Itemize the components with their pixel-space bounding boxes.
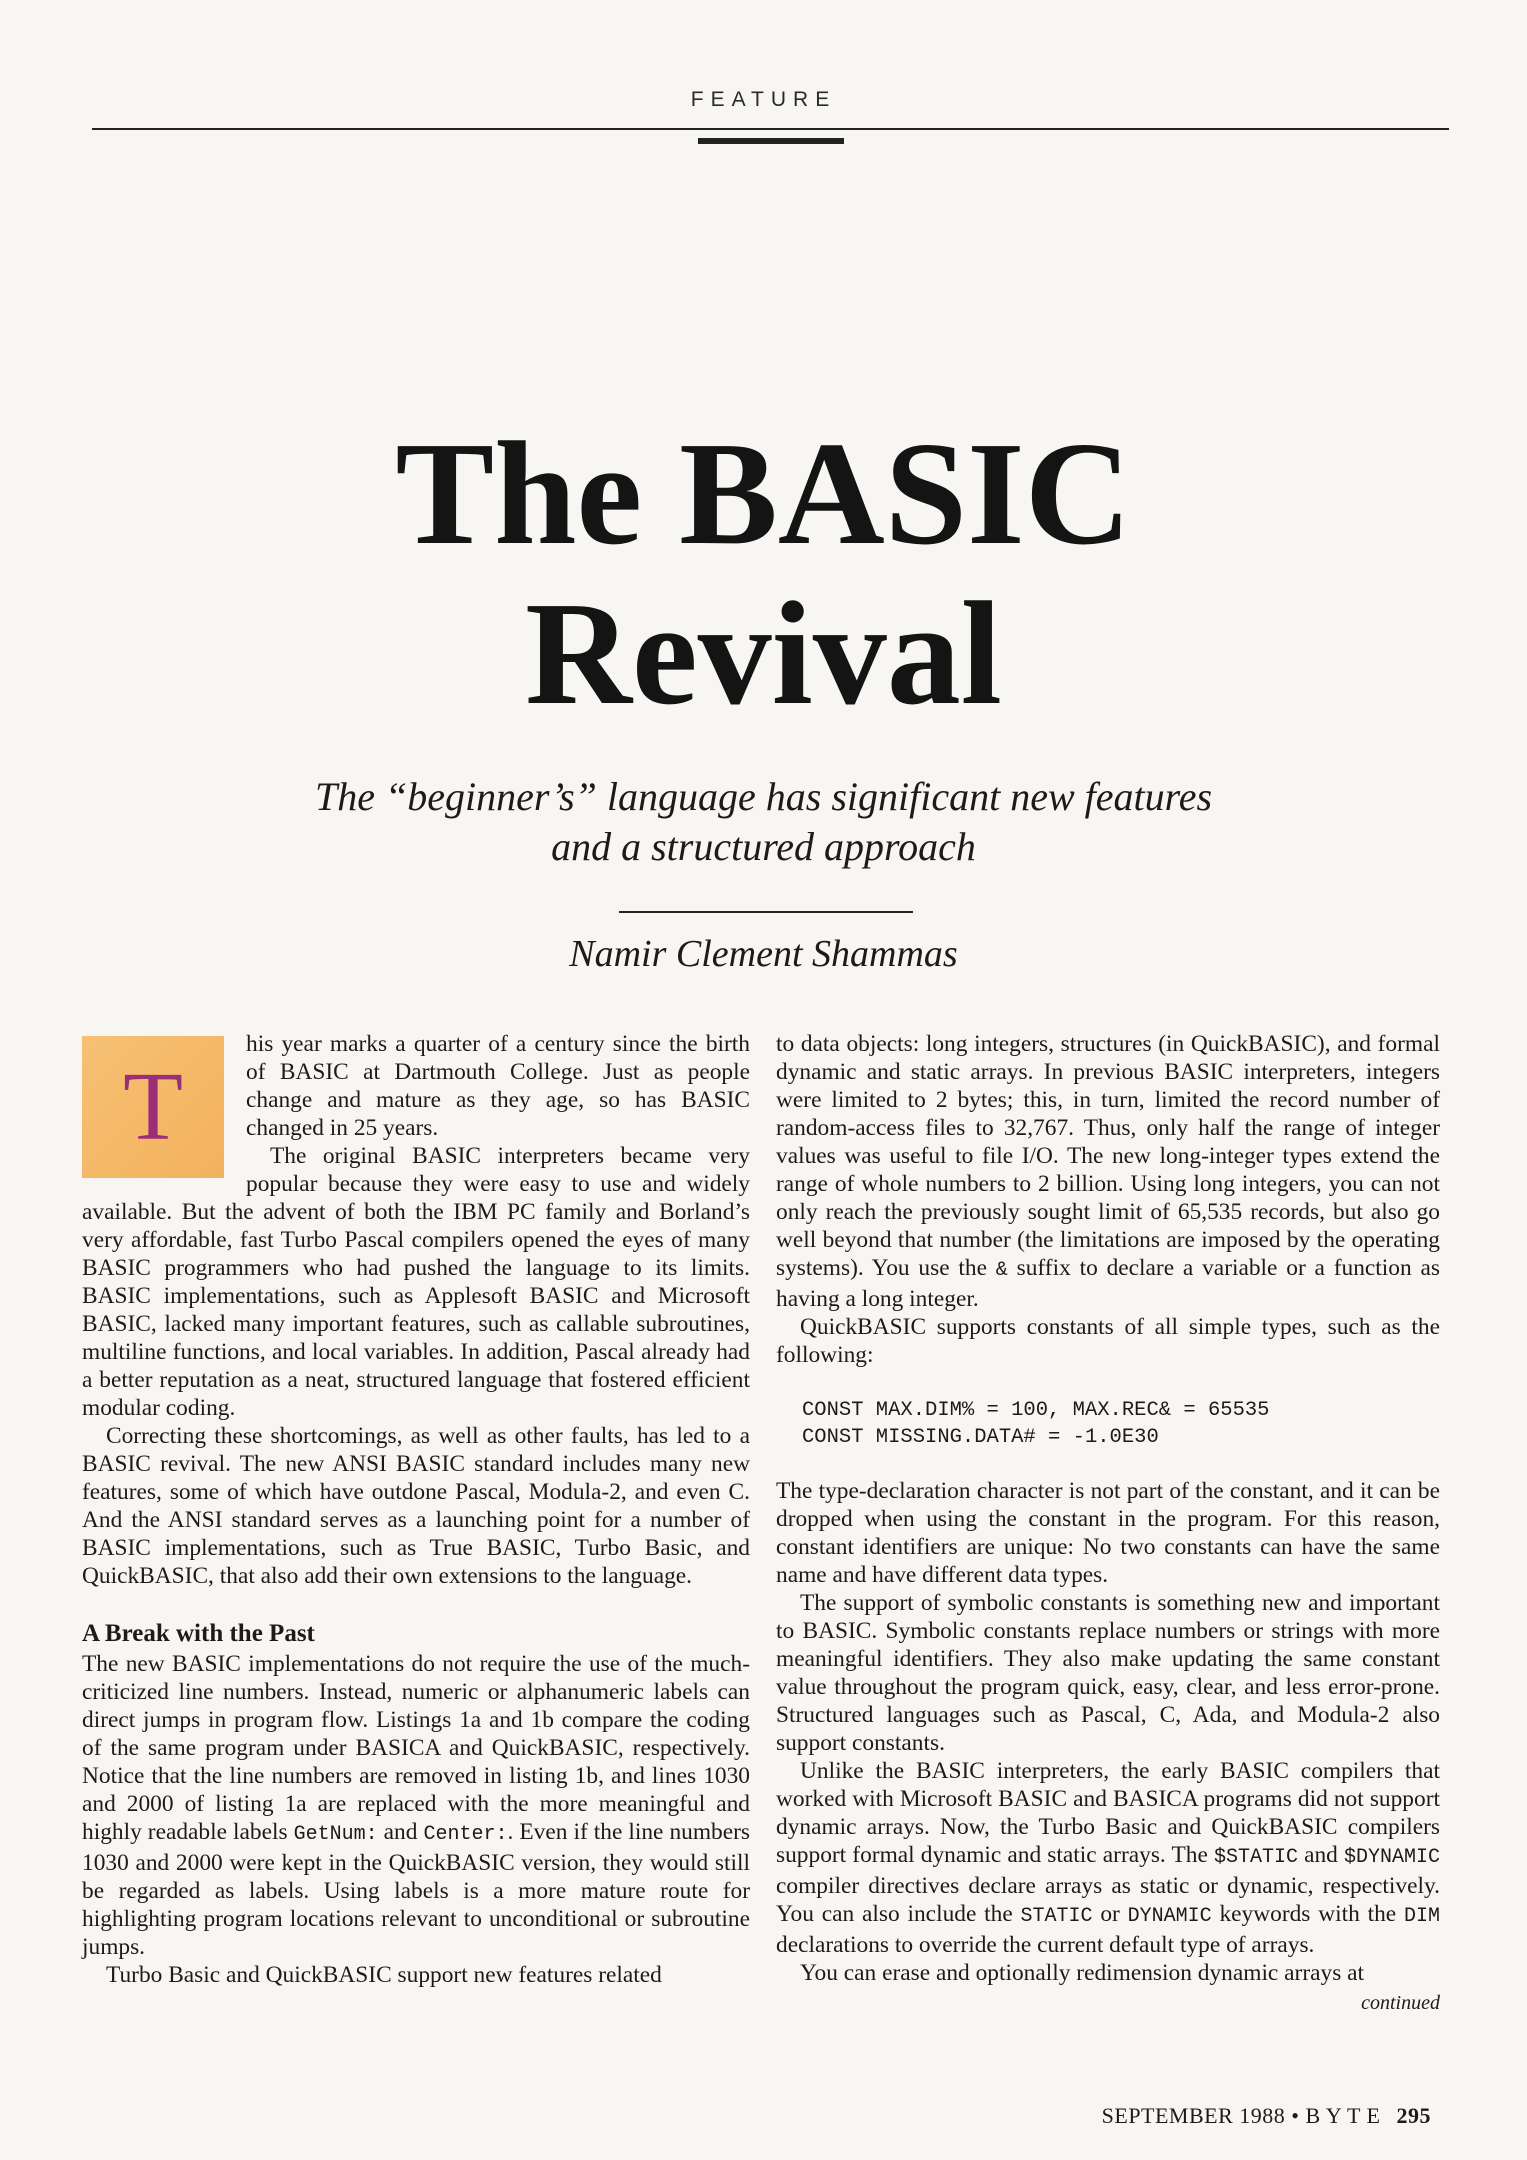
paragraph: The support of symbolic constants is something new and important to BASIC. Symbolic constants replace numbers or strings with more meaningful identifiers. They also make updating the same constant value throughout the program quick, easy, clear, and less error-prone. Structured languages such as Pascal, C, Ada, and Modula-2 also support constants. bbox=[776, 1590, 1440, 1756]
inline-code: DIM bbox=[1403, 1905, 1440, 1928]
paragraph bbox=[776, 1030, 1440, 1313]
inline-code: Center: bbox=[423, 1823, 508, 1846]
text-run: and bbox=[377, 1819, 424, 1845]
inline-code: $STATIC bbox=[1213, 1846, 1298, 1869]
subtitle-line-2: and a structured approach bbox=[551, 824, 976, 869]
header-rule bbox=[92, 128, 1449, 130]
text-run: . Even if the line numbers 1030 and 2000 were kept in the QuickBASIC version, they would still be regarded as labels. Using labels is a more mature route for highlighting program locations relevant to unconditional or subroutine jumps. bbox=[82, 1819, 751, 1960]
code-line: CONST MAX.DIM% = 100, MAX.REC& = 65535 bbox=[802, 1399, 1270, 1422]
text-run: keywords with the bbox=[1211, 1901, 1404, 1927]
inline-code: GetNum: bbox=[293, 1823, 378, 1846]
subtitle-line-1: The “beginner’s” language has significant new features bbox=[314, 774, 1213, 819]
code-listing bbox=[802, 1397, 1440, 1451]
inline-code: DYNAMIC bbox=[1127, 1905, 1212, 1928]
page-footer bbox=[1102, 2103, 1431, 2129]
text-run: Unlike the BASIC interpreters, the early BASIC compilers that worked with Microsoft BASIC and BASICA programs did not support dynamic arrays. Now, the Turbo Basic and QuickBASIC compilers support formal dynamic and static arrays. The bbox=[776, 1758, 1440, 1868]
paragraph: his year marks a quarter of a century since the birth of BASIC at Dartmouth College. Just as people change and mature as they age, so has BASIC changed in 25 years. bbox=[246, 1031, 750, 1141]
byline: Namir Clement Shammas bbox=[569, 933, 958, 975]
paragraph bbox=[776, 1757, 1440, 1959]
continued-note: continued bbox=[1361, 1992, 1440, 2014]
text-run: compiler directives declare arrays as static or dynamic, respectively. You can also include the bbox=[776, 1873, 1440, 1927]
paragraph: The type-declaration character is not part of the constant, and it can be dropped when using the constant in the program. For this reason, constant identifiers are unique: No two constants can have the same name and have different data types. bbox=[776, 1478, 1440, 1588]
right-column bbox=[776, 1030, 1440, 2017]
paragraph: You can erase and optionally redimension dynamic arrays at bbox=[800, 1960, 1365, 1986]
byline-rule bbox=[619, 911, 913, 913]
paragraph: Correcting these shortcomings, as well as other faults, has led to a BASIC revival. The new ANSI BASIC standard includes many new features, some of which have outdone Pascal, Modula-2, and even C. And the ANSI standard serves as a launching point for a number of BASIC implementations, such as True BASIC, Turbo Basic, and QuickBASIC, that also add their own extensions to the language. bbox=[82, 1423, 750, 1589]
paragraph: Turbo Basic and QuickBASIC support new features related bbox=[106, 1962, 662, 1988]
header-accent-bar bbox=[698, 138, 844, 144]
drop-cap bbox=[82, 1036, 224, 1178]
section-label: FEATURE bbox=[690, 88, 837, 111]
issue-line: SEPTEMBER 1988 • B Y T E bbox=[1101, 2103, 1381, 2128]
left-column bbox=[82, 1030, 750, 1989]
inline-code: & bbox=[995, 1259, 1008, 1282]
drop-cap-letter: T bbox=[123, 1053, 183, 1161]
paragraph bbox=[82, 1650, 750, 1961]
text-run: or bbox=[1092, 1901, 1128, 1927]
article-title-line-1: The BASIC bbox=[395, 412, 1132, 576]
text-run: to data objects: long integers, structures (in QuickBASIC), and formal dynamic and static arrays. In previous BASIC interpreters, integers were limited to 2 bytes; this, in turn, limited the record number of random-access files to 32,767. Thus, only half the range of integer values was useful to file I/O. The new long-integer types extend the range of whole numbers to 2 billion. Using long integers, you can not only reach the previously sought limit of 65,535 records, but also go well beyond that number (the limitations are imposed by the operating systems). You use the bbox=[776, 1031, 1440, 1281]
code-line: CONST MISSING.DATA# = -1.0E30 bbox=[802, 1426, 1159, 1449]
paragraph: The original BASIC interpreters became very popular because they were easy to use and widely available. But the advent of both the IBM PC family and Borland’s very affordable, fast Turbo Pascal compilers opened the eyes of many BASIC programmers who had pushed the language to its limits. BASIC implementations, such as Applesoft BASIC and Microsoft BASIC, lacked many important features, such as callable subroutines, multiline functions, and local variables. In addition, Pascal already had a better reputation as a neat, structured language that fostered efficient modular coding. bbox=[82, 1143, 750, 1421]
text-run: The new BASIC implementations do not require the use of the much-criticized line numbers. Instead, numeric or alphanumeric labels can direct jumps in program flow. Listings 1a and 1b compare the coding of the same program under BASICA and QuickBASIC, respectively. Notice that the line numbers are removed in listing 1b, and lines 1030 and 2000 of listing 1a are replaced with the more meaningful and highly readable labels bbox=[82, 1651, 750, 1845]
text-run: declarations to override the current default type of arrays. bbox=[776, 1932, 1315, 1958]
text-run: suffix to declare a variable or a function as having a long integer. bbox=[776, 1255, 1440, 1312]
inline-code: STATIC bbox=[1020, 1905, 1093, 1928]
page-number: 295 bbox=[1396, 2103, 1431, 2128]
article-title-line-2: Revival bbox=[525, 572, 1002, 736]
inline-code: $DYNAMIC bbox=[1344, 1846, 1441, 1869]
text-run: and bbox=[1297, 1842, 1344, 1868]
paragraph: QuickBASIC supports constants of all simple types, such as the following: bbox=[776, 1314, 1440, 1368]
section-heading: A Break with the Past bbox=[82, 1620, 315, 1647]
